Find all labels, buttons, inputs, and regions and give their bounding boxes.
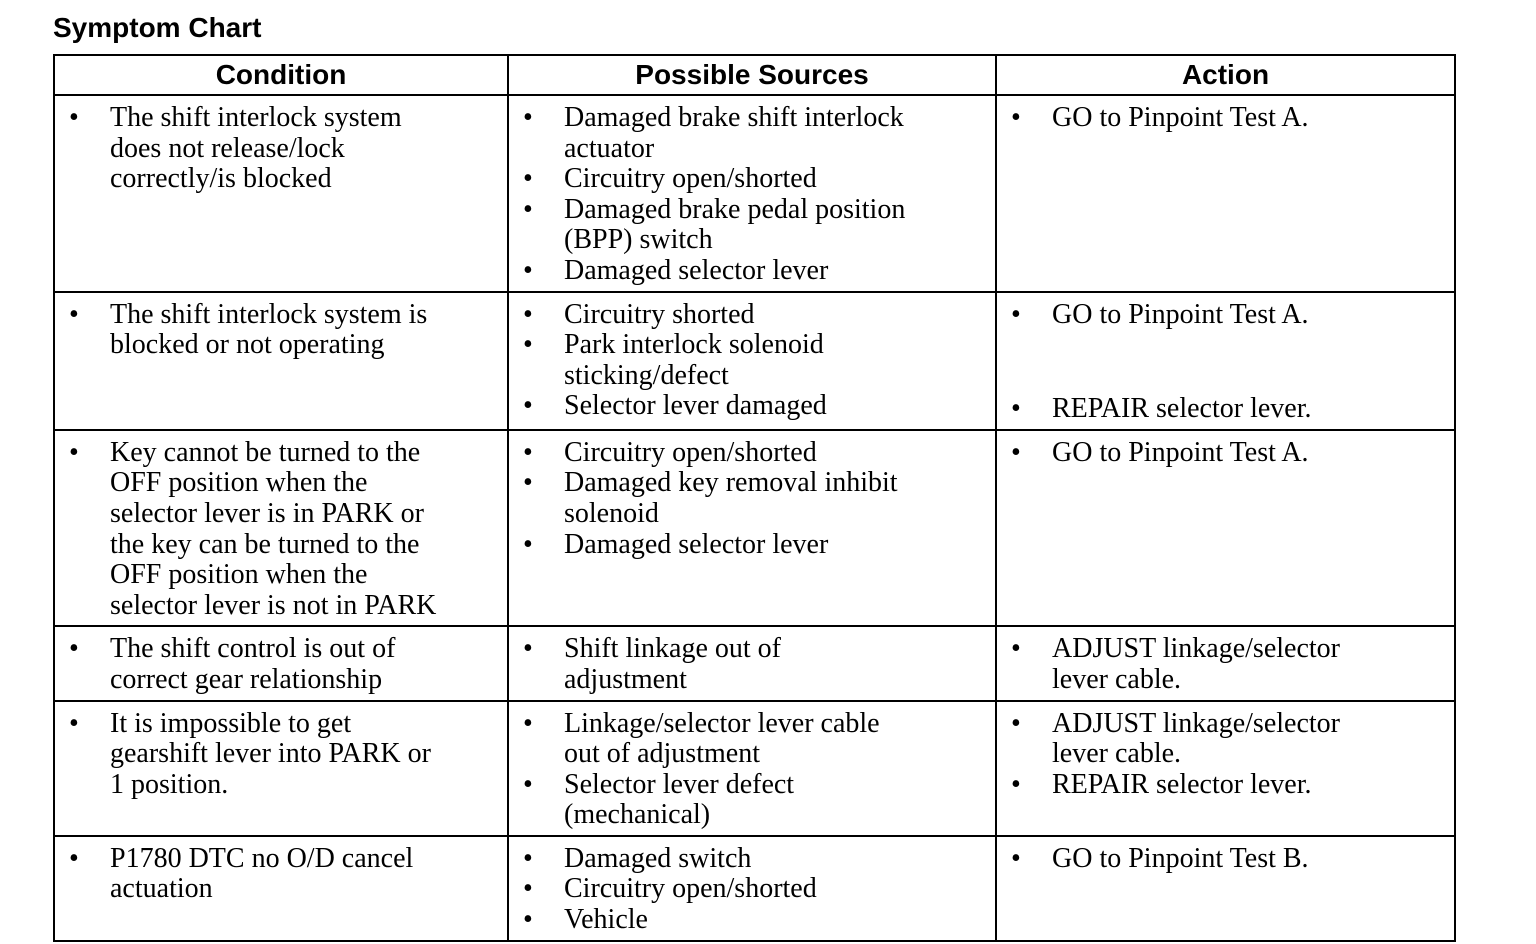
bullet-list — [509, 844, 995, 936]
possible-source-item: • Damaged selector lever — [509, 530, 995, 561]
possible-source-item: • Park interlock solenoid sticking/defect — [509, 330, 995, 391]
bullet-list — [997, 844, 1454, 875]
action-cell — [996, 95, 1455, 292]
possible-source-item: • Circuitry open/shorted — [509, 874, 995, 905]
bullet-list — [997, 634, 1454, 695]
possible-source-item: • Selector lever defect (mechanical) — [509, 770, 995, 831]
action-cell — [996, 701, 1455, 836]
possible-source-item: • Selector lever damaged — [509, 391, 995, 422]
possible-source-item: • Damaged key removal inhibit solenoid — [509, 468, 995, 529]
condition-item: • P1780 DTC no O/D cancel actuation — [55, 844, 507, 905]
table-row — [54, 95, 1455, 292]
condition-item: • The shift interlock system does not release/lock correctly/is blocked — [55, 103, 507, 195]
action-cell — [996, 626, 1455, 700]
possible-sources-cell — [508, 701, 996, 836]
action-item: • ADJUST linkage/selector lever cable. — [997, 634, 1454, 695]
action-item: • ADJUST linkage/selector lever cable. — [997, 709, 1454, 770]
action-cell — [996, 836, 1455, 941]
possible-source-item: • Vehicle — [509, 905, 995, 936]
symptom-table — [53, 54, 1456, 942]
condition-item: • Key cannot be turned to the OFF position when the selector lever is in PARK or the key can be turned to the OFF position when the selector lever is not in PARK — [55, 438, 507, 622]
possible-source-item: • Linkage/selector lever cable out of adjustment — [509, 709, 995, 770]
bullet-list — [997, 709, 1454, 801]
condition-item: • The shift control is out of correct gear relationship — [55, 634, 507, 695]
bullet-list — [55, 300, 507, 361]
condition-cell — [54, 292, 508, 430]
condition-cell — [54, 836, 508, 941]
bullet-list — [509, 634, 995, 695]
bullet-list — [509, 300, 995, 422]
bullet-list — [509, 103, 995, 287]
possible-sources-cell — [508, 626, 996, 700]
table-row — [54, 430, 1455, 627]
condition-item: • It is impossible to get gearshift lever into PARK or 1 position. — [55, 709, 507, 801]
possible-source-item: • Damaged brake shift interlock actuator — [509, 103, 995, 164]
action-item: • REPAIR selector lever. — [997, 394, 1454, 425]
possible-sources-cell — [508, 836, 996, 941]
possible-source-item: • Damaged switch — [509, 844, 995, 875]
condition-cell — [54, 626, 508, 700]
possible-sources-cell — [508, 292, 996, 430]
action-item: • GO to Pinpoint Test A. — [997, 300, 1454, 331]
bullet-list — [55, 844, 507, 905]
table-row — [54, 292, 1455, 430]
bullet-list — [55, 438, 507, 622]
action-cell — [996, 292, 1455, 430]
bullet-list — [55, 709, 507, 801]
condition-cell — [54, 95, 508, 292]
bullet-list — [997, 103, 1454, 134]
header-action: Action — [996, 55, 1455, 95]
chart-title: Symptom Chart — [53, 12, 262, 43]
action-item: • REPAIR selector lever. — [997, 770, 1454, 801]
possible-source-item: • Circuitry open/shorted — [509, 164, 995, 195]
header-row — [54, 55, 1455, 95]
header-condition: Condition — [54, 55, 508, 95]
bullet-list — [509, 709, 995, 831]
bullet-list — [509, 438, 995, 560]
condition-cell — [54, 430, 508, 627]
condition-item: • The shift interlock system is blocked or not operating — [55, 300, 507, 361]
possible-source-item: • Damaged brake pedal position (BPP) switch — [509, 195, 995, 256]
possible-sources-cell — [508, 430, 996, 627]
action-item: • GO to Pinpoint Test B. — [997, 844, 1454, 875]
possible-source-item: • Circuitry shorted — [509, 300, 995, 331]
table-row — [54, 836, 1455, 941]
condition-cell — [54, 701, 508, 836]
table-row — [54, 701, 1455, 836]
header-possible-sources: Possible Sources — [508, 55, 996, 95]
possible-source-item: • Damaged selector lever — [509, 256, 995, 287]
bullet-list — [55, 103, 507, 195]
bullet-list — [997, 438, 1454, 469]
action-cell — [996, 430, 1455, 627]
action-item: • GO to Pinpoint Test A. — [997, 103, 1454, 134]
possible-sources-cell — [508, 95, 996, 292]
table-row — [54, 626, 1455, 700]
bullet-list — [55, 634, 507, 695]
possible-source-item: • Shift linkage out of adjustment — [509, 634, 995, 695]
possible-source-item: • Circuitry open/shorted — [509, 438, 995, 469]
bullet-list — [997, 300, 1454, 425]
action-item: • GO to Pinpoint Test A. — [997, 438, 1454, 469]
